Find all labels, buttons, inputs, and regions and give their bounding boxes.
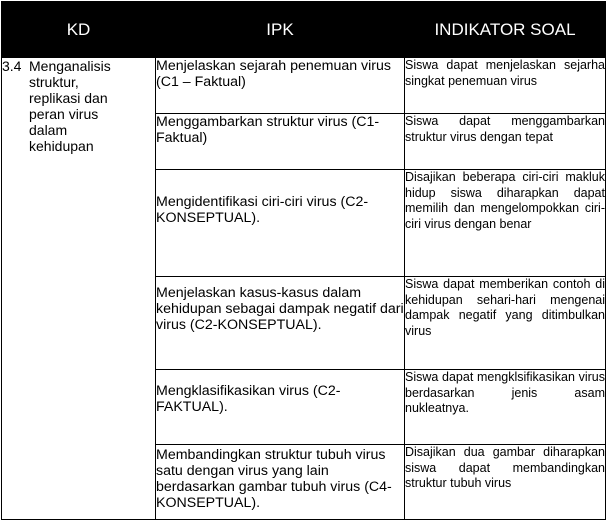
indikator-soal-cell: Disajikan beberapa ciri-ciri makluk hidup siswa diharapkan dapat memilih dan mengelompokkan ciri-ciri virus dengan benar	[405, 170, 606, 277]
ipk-cell: Membandingkan struktur tubuh virus satu dengan virus yang lain berdasarkan gambar tubuh virus (C4-KONSEPTUAL).	[156, 445, 405, 520]
ipk-cell: Menggambarkan struktur virus (C1- Faktual)	[156, 114, 405, 170]
header-indikator-soal: INDIKATOR SOAL	[405, 2, 606, 58]
kd-ipk-table	[1, 1, 606, 520]
table-header-row	[2, 2, 606, 58]
kd-number: 3.4	[2, 58, 22, 74]
ipk-cell: Mengidentifikasi ciri-ciri virus (C2-KONSEPTUAL).	[156, 170, 405, 277]
indikator-soal-cell: Siswa dapat menjelaskan sejarha singkat penemuan virus	[405, 58, 606, 114]
kd-text: Menganalisis struktur, replikasi dan peran virus dalam kehidupan	[29, 58, 111, 154]
indikator-soal-cell: Siswa dapat menggambarkan struktur virus dengan tepat	[405, 114, 606, 170]
ipk-cell: Menjelaskan kasus-kasus dalam kehidupan sebagai dampak negatif dari virus (C2-KONSEPTUAL).	[156, 277, 405, 370]
indikator-soal-cell: Disajikan dua gambar diharapkan siswa dapat membandingkan struktur tubuh virus	[405, 445, 606, 520]
header-ipk: IPK	[156, 2, 405, 58]
table-row	[2, 58, 606, 114]
indikator-soal-cell: Siswa dapat memberikan contoh di kehidupan sehari-hari mengenai dampak negatif yang ditimbulkan virus	[405, 277, 606, 370]
indikator-soal-cell: Siswa dapat mengklsifikasikan virus berdasarkan jenis asam nukleatnya.	[405, 370, 606, 445]
ipk-cell: Mengklasifikasikan virus (C2-FAKTUAL).	[156, 370, 405, 445]
ipk-cell: Menjelaskan sejarah penemuan virus (C1 – Faktual)	[156, 58, 405, 114]
kd-cell	[2, 58, 156, 520]
header-kd: KD	[2, 2, 156, 58]
